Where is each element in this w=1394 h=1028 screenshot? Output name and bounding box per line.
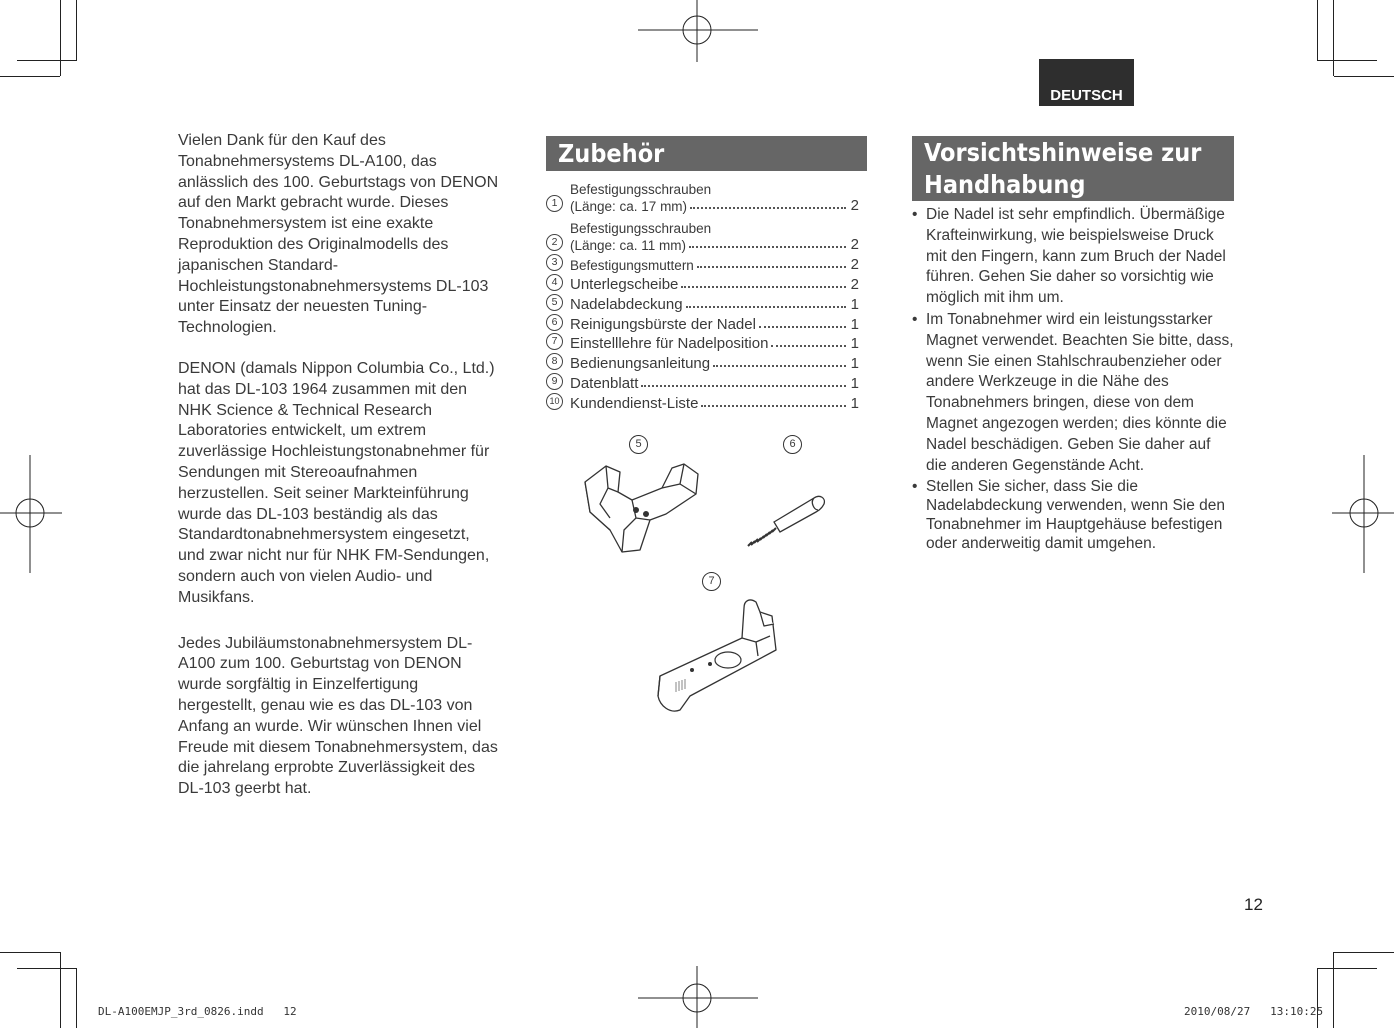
item-number: 2 — [546, 234, 563, 251]
figure-label-6: 6 — [783, 435, 802, 454]
accessories-heading — [546, 136, 867, 171]
registration-mark-right — [1332, 455, 1394, 573]
language-tab: DEUTSCH — [1039, 59, 1134, 106]
list-item — [546, 174, 859, 214]
accessories-list — [546, 174, 859, 412]
precaution-item: • Die Nadel ist sehr empfindlich. Übermäßige Krafteinwirkung, wie beispielsweise Druck mit den Fingern, kann zum Bruch der Nadel führen. Gehen Sie daher so vorsichtig wie möglich mit ihm um. — [912, 205, 1234, 309]
precaution-item: • Im Tonabnehmer wird ein leistungsstarker Magnet verwendet. Beachten Sie bitte, dass, wenn Sie einen Stahlschraubenzieher oder andere Werkzeuge in die Nähe des Tonabnehmers bringen, diese von dem Magnet angezogen werden; dies könnte die Nadel beschädigen. Geben Sie daher auf die anderen Gegenstände Acht. — [912, 310, 1234, 476]
item-name: Befestigungsschrauben — [570, 181, 712, 197]
stylus-cover-illustration — [580, 460, 705, 556]
precautions-heading — [912, 136, 1234, 201]
item-number: 5 — [546, 294, 563, 311]
item-name: Datenblatt — [570, 375, 639, 393]
leader-dots — [759, 326, 846, 328]
item-quantity: 2 — [850, 275, 859, 293]
item-quantity: 1 — [850, 355, 859, 373]
list-item — [546, 352, 859, 372]
figure-label-7: 7 — [702, 572, 721, 591]
leader-dots — [686, 306, 846, 308]
registration-mark-top — [638, 0, 758, 62]
page-number: 12 — [1244, 895, 1263, 914]
item-name: Befestigungsschrauben — [570, 221, 712, 236]
accessories-title: Zubehör — [558, 139, 665, 168]
item-number: 8 — [546, 353, 563, 370]
item-detail: (Länge: ca. 17 mm) — [570, 198, 688, 214]
footer-timestamp: 2010/08/27 13:10:25 — [1184, 1005, 1324, 1018]
item-quantity: 1 — [850, 295, 859, 313]
registration-mark-bottom — [638, 966, 758, 1028]
item-number: 1 — [546, 195, 563, 212]
list-item — [546, 273, 859, 293]
list-item — [546, 253, 859, 273]
item-quantity: 1 — [850, 335, 859, 353]
item-detail: (Länge: ca. 11 mm) — [570, 238, 687, 253]
item-number: 3 — [546, 254, 563, 271]
item-name: Unterlegscheibe — [570, 275, 679, 293]
item-name: Kundendienst-Liste — [570, 395, 699, 413]
item-name: Bedienungsanleitung — [570, 355, 711, 373]
leader-dots — [689, 246, 846, 248]
leader-dots — [713, 365, 846, 367]
intro-paragraph-2: DENON (damals Nippon Columbia Co., Ltd.) hat das DL-103 1964 zusammen mit den NHK Science & Technical Research Laboratories entwickelt, um extrem zuverlässige Hochleistungstonabnehmer für Sendungen mit Stereoaufnahmen herzustellen. Seit seiner Markteinführung wurde das DL-103 beständig als das Standardtonabnehmersystem eingesetzt, und zwar nicht nur für NHK FM-Sendungen, sondern auch von vielen Audio- und Musikfans. — [178, 359, 495, 606]
precautions-title-line-1: Vorsichtshinweise zur — [924, 138, 1202, 167]
list-item — [546, 313, 859, 333]
item-quantity: 1 — [850, 315, 859, 333]
item-quantity: 1 — [850, 395, 859, 413]
leader-dots — [701, 405, 846, 407]
precautions-title-line-2: Handhabung — [924, 170, 1086, 199]
item-name: Nadelabdeckung — [570, 295, 683, 313]
intro-paragraph-3: Jedes Jubiläumstonabnehmersystem DL-A100 zum 100. Geburtstag von DENON wurde sorgfältig in Einzelfertigung hergestellt, genau wie es das DL-103 von Anfang an wurde. Wir wünschen Ihnen viel Freude mit diesem Tonabnehmersystem, das die jahrelang erprobte Zuverlässigkeit des DL-103 geerbt hat. — [178, 634, 498, 798]
item-quantity: 2 — [850, 255, 859, 273]
list-item — [546, 214, 859, 254]
item-number: 9 — [546, 373, 563, 390]
intro-column — [178, 131, 500, 820]
item-quantity: 2 — [850, 196, 859, 214]
list-item — [546, 372, 859, 392]
item-name: Reinigungsbürste der Nadel — [570, 315, 756, 333]
cleaning-brush-illustration — [740, 492, 830, 554]
list-item — [546, 392, 859, 412]
intro-paragraph-1: Vielen Dank für den Kauf des Tonabnehmersystems DL-A100, das anlässlich des 100. Geburtstags von DENON auf den Markt gebracht wurde. Dieses Tonabnehmersystem ist eine exakte Reproduktion des Originalmodells des japanischen Standard-Hochleistungstonabnehmersystems DL-103 unter Einsatz der neuesten Tuning-Technologien. — [178, 132, 499, 337]
leader-dots — [641, 385, 846, 387]
item-number: 10 — [546, 393, 563, 410]
item-name: Einstelllehre für Nadelposition — [570, 335, 769, 353]
leader-dots — [681, 286, 846, 288]
item-quantity: 1 — [850, 375, 859, 393]
item-number: 6 — [546, 314, 563, 331]
list-item — [546, 293, 859, 313]
item-number: 7 — [546, 333, 563, 350]
precautions-list — [912, 205, 1234, 554]
item-number: 4 — [546, 274, 563, 291]
precaution-item: • Stellen Sie sicher, dass Sie die Nadelabdeckung verwenden, wenn Sie den Tonabnehmer im Hauptgehäuse befestigen oder anderweitig damit umgehen. — [912, 477, 1234, 553]
footer-file-info: DL-A100EMJP_3rd_0826.indd 12 — [98, 1005, 297, 1018]
item-name: Befestigungsmuttern — [570, 257, 694, 273]
leader-dots — [690, 207, 846, 209]
leader-dots — [697, 266, 846, 268]
item-quantity: 2 — [850, 236, 859, 253]
figure-label-5: 5 — [629, 435, 648, 454]
registration-mark-left — [0, 455, 62, 573]
list-item — [546, 333, 859, 353]
needle-position-gauge-illustration — [652, 596, 784, 714]
leader-dots — [771, 345, 846, 347]
